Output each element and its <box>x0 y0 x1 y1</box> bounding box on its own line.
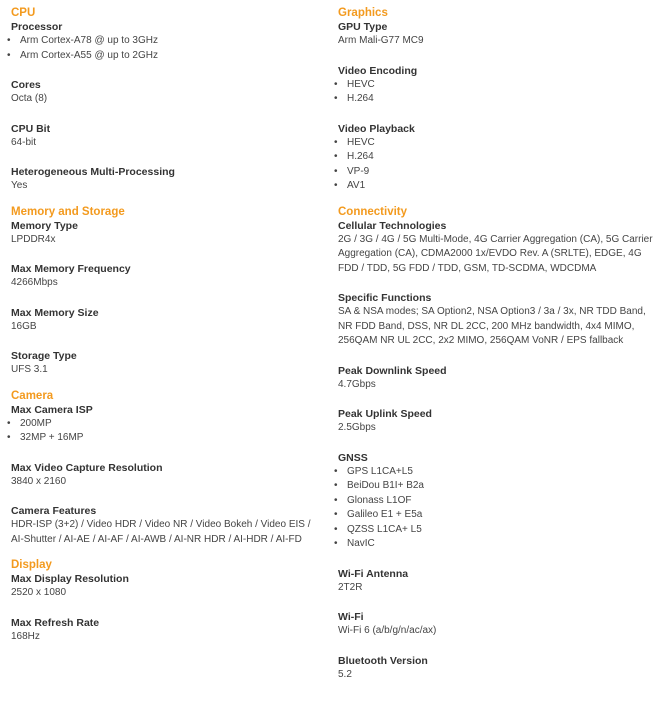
spec-label: Video Playback <box>338 122 415 135</box>
section-camera <box>11 389 321 548</box>
section-display <box>11 558 321 644</box>
spec-list <box>338 78 656 107</box>
spec-label: Max Refresh Rate <box>11 616 100 629</box>
list-item: • BeiDou B1I+ B2a <box>338 479 656 494</box>
spec-label: GNSS <box>338 451 368 464</box>
spec-storage-type <box>11 349 321 378</box>
spec-value: Wi-Fi 6 (a/b/g/n/ac/ax) <box>338 625 437 636</box>
section-title-camera: Camera <box>11 389 54 402</box>
spec-list <box>11 417 321 446</box>
spec-video-encoding <box>338 64 656 107</box>
section-cpu <box>11 6 321 194</box>
spec-label: Max Display Resolution <box>11 573 129 585</box>
spec-bluetooth <box>338 654 656 683</box>
spec-label: Peak Downlink Speed <box>338 364 447 377</box>
spec-cellular <box>338 219 656 277</box>
spec-video-capture <box>11 461 321 490</box>
spec-cores <box>11 78 321 107</box>
spec-cpu-bit <box>11 122 321 151</box>
list-item: • Galileo E1 + E5a <box>338 508 656 523</box>
spec-processor <box>11 20 321 63</box>
list-item: • HEVC <box>338 78 656 93</box>
spec-value: 2520 x 1080 <box>11 587 67 598</box>
spec-wifi-antenna <box>338 567 656 596</box>
list-item: • H.264 <box>338 92 656 107</box>
spec-label: Specific Functions <box>338 292 432 304</box>
spec-value: 4.7Gbps <box>338 378 376 390</box>
spec-label: Processor <box>11 21 63 33</box>
list-item: • VP-9 <box>338 165 656 180</box>
spec-column-left <box>11 6 321 655</box>
spec-value: Arm Mali-G77 MC9 <box>338 35 424 46</box>
spec-memory-type <box>11 219 321 248</box>
spec-label: Storage Type <box>11 350 77 362</box>
spec-label: Max Camera ISP <box>11 403 93 416</box>
spec-list <box>338 465 656 552</box>
spec-value: 168Hz <box>11 630 40 642</box>
list-item: • H.264 <box>338 150 656 165</box>
spec-label: Max Memory Frequency <box>11 263 131 275</box>
list-item: • HEVC <box>338 136 656 151</box>
list-item: • Glonass L1OF <box>338 494 656 509</box>
spec-label: Peak Uplink Speed <box>338 408 432 420</box>
spec-gpu-type <box>338 20 656 49</box>
spec-peak-uplink <box>338 407 656 436</box>
section-title-cpu: CPU <box>11 7 36 19</box>
section-title-memory: Memory and Storage <box>11 205 125 218</box>
spec-value: UFS 3.1 <box>11 364 48 375</box>
section-memory <box>11 205 321 378</box>
list-item: • 32MP + 16MP <box>11 431 321 446</box>
spec-video-playback <box>338 122 656 194</box>
spec-label: Max Video Capture Resolution <box>11 461 163 474</box>
list-item: • NavIC <box>338 537 656 552</box>
list-item: • AV1 <box>338 179 656 194</box>
spec-value: 3840 x 2160 <box>11 475 67 487</box>
spec-value: LPDDR4x <box>11 233 56 245</box>
spec-value: 2T2R <box>338 581 363 593</box>
list-item: • 200MP <box>11 417 321 432</box>
section-title-connectivity: Connectivity <box>338 205 408 218</box>
spec-value: SA & NSA modes; SA Option2, NSA Option3 / 3a / 3x, NR TDD Band, NR FDD Band, DSS, NR DL 2CC, 200 MHz bandwidth, 4x4 MIMO, 256QAM NR UL 2CC, 2x2 MIMO, 256QAM VoNR / EPS fallback <box>338 306 646 346</box>
list-item: • Arm Cortex-A55 @ up to 2GHz <box>11 49 321 64</box>
spec-list <box>338 136 656 194</box>
spec-label: Cellular Technologies <box>338 219 447 232</box>
spec-value: HDR-ISP (3+2) / Video HDR / Video NR / Video Bokeh / Video EIS / AI-Shutter / AI-AE / AI-AF / AI-AWB / AI-NR HDR / AI-HDR / AI-FD <box>11 519 311 545</box>
section-title-display: Display <box>11 559 52 571</box>
spec-label: Video Encoding <box>338 64 418 77</box>
spec-value: Yes <box>11 180 28 191</box>
spec-value: 4266Mbps <box>11 277 58 288</box>
spec-label: Cores <box>11 79 41 91</box>
spec-label: GPU Type <box>338 21 388 33</box>
spec-value: 5.2 <box>338 668 352 680</box>
spec-peak-downlink <box>338 364 656 393</box>
spec-gnss <box>338 451 656 552</box>
spec-value: 2.5Gbps <box>338 422 376 433</box>
section-connectivity <box>338 205 656 683</box>
spec-refresh-rate <box>11 616 321 645</box>
spec-display-resolution <box>11 572 321 601</box>
spec-camera-isp <box>11 403 321 446</box>
spec-value: 16GB <box>11 320 37 332</box>
list-item: • QZSS L1CA+ L5 <box>338 523 656 538</box>
list-item: • GPS L1CA+L5 <box>338 465 656 480</box>
spec-label: Camera Features <box>11 505 97 517</box>
spec-camera-features <box>11 504 321 547</box>
spec-label: Wi-Fi Antenna <box>338 567 409 580</box>
spec-label: Wi-Fi <box>338 611 364 623</box>
spec-hmp <box>11 165 321 194</box>
spec-wifi <box>338 610 656 639</box>
section-title-graphics: Graphics <box>338 7 388 19</box>
spec-value: Octa (8) <box>11 93 48 104</box>
spec-label: Max Memory Size <box>11 306 99 319</box>
spec-column-right <box>338 6 656 693</box>
spec-specific-functions <box>338 291 656 349</box>
spec-label: Bluetooth Version <box>338 654 428 667</box>
spec-list <box>11 34 321 63</box>
spec-memory-frequency <box>11 262 321 291</box>
list-item: • Arm Cortex-A78 @ up to 3GHz <box>11 34 321 49</box>
spec-label: CPU Bit <box>11 122 51 135</box>
spec-memory-size <box>11 306 321 335</box>
spec-value: 64-bit <box>11 136 37 148</box>
spec-value: 2G / 3G / 4G / 5G Multi-Mode, 4G Carrier Aggregation (CA), 5G Carrier Aggregation (CA), CDMA2000 1x/EVDO Rev. A (SRLTE), EDGE, 4G FDD / TDD, 5G FDD / TDD, GSM, TD-SCDMA, WDCDMA <box>338 233 653 274</box>
spec-label: Heterogeneous Multi-Processing <box>11 166 175 178</box>
spec-label: Memory Type <box>11 219 78 232</box>
section-graphics <box>338 6 656 194</box>
